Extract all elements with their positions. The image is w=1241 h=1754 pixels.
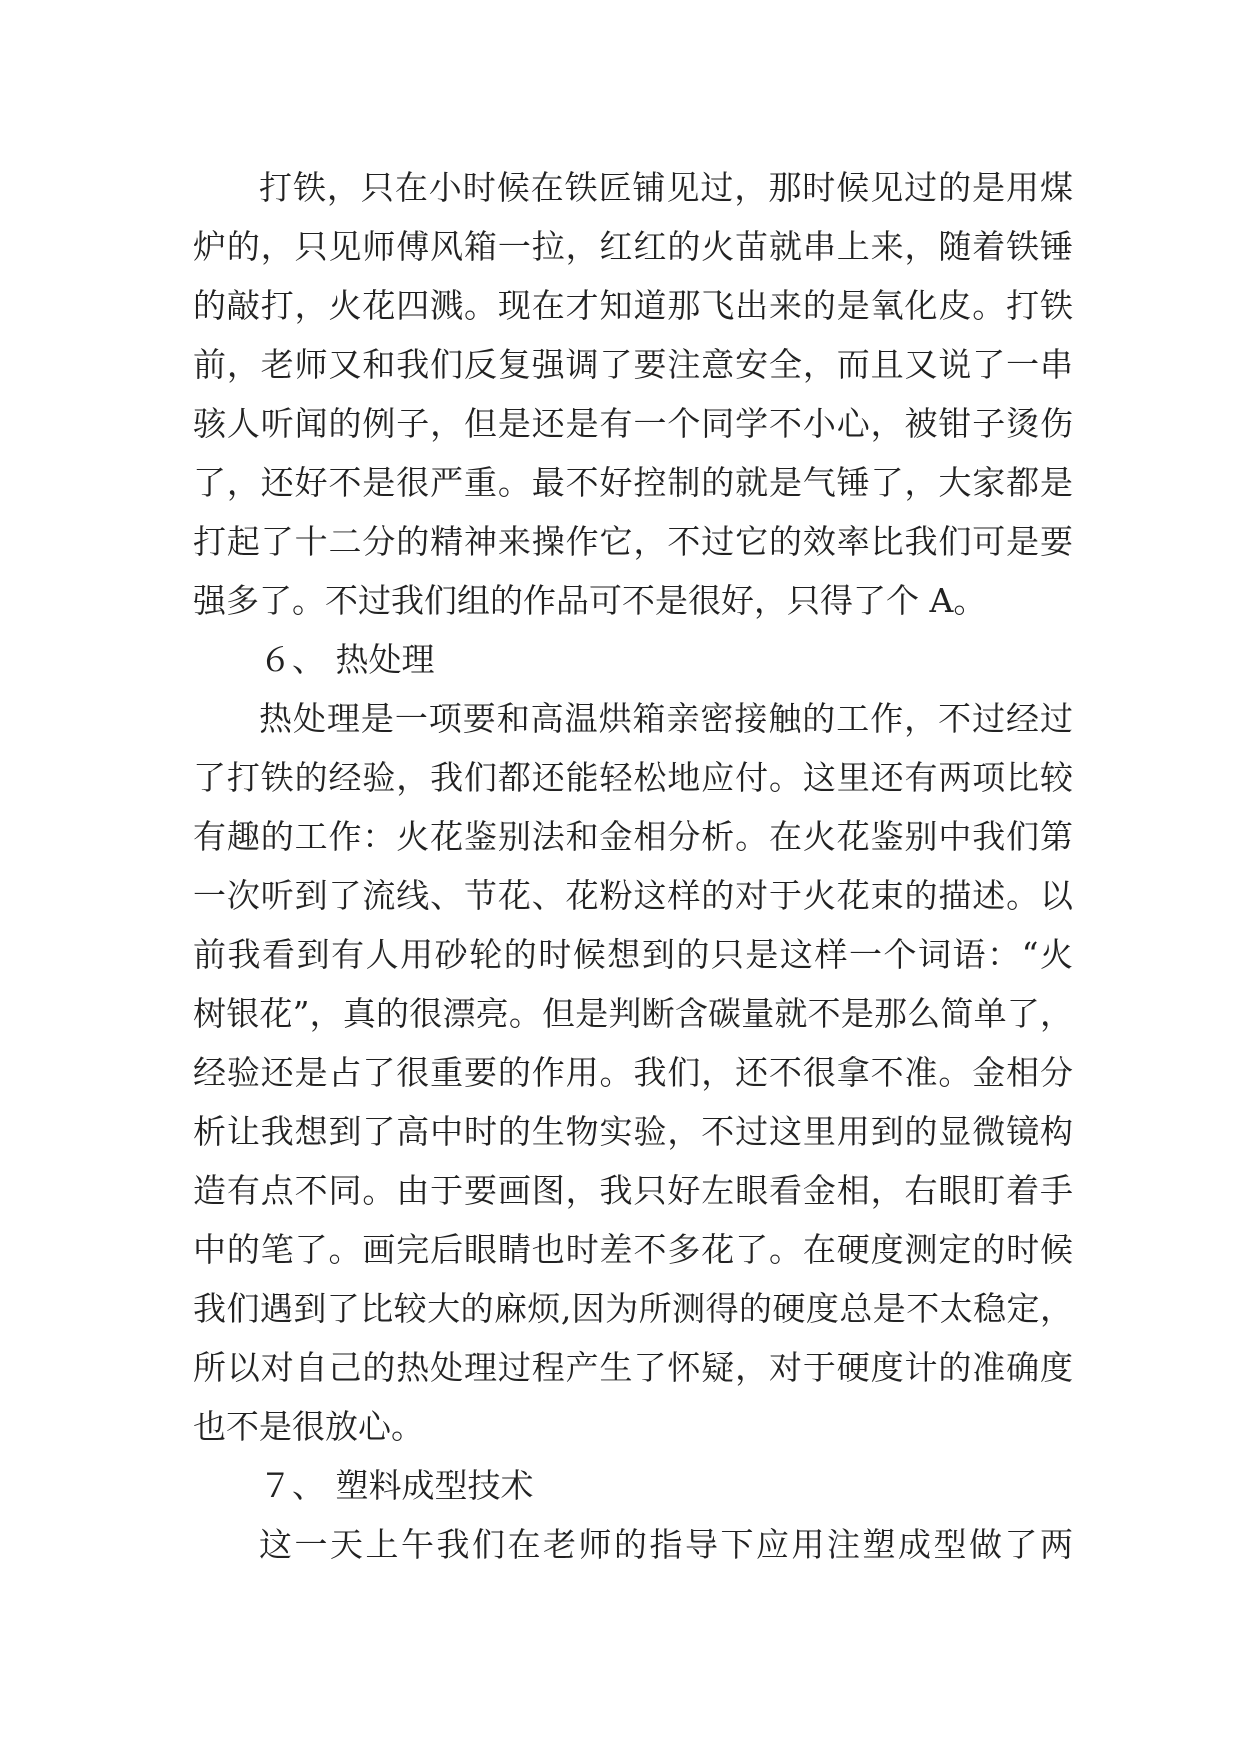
text-line: 造有点不同。由于要画图，我只好左眼看金相，右眼盯着手 — [193, 1171, 1073, 1210]
text-line: 的敲打，火花四溅。现在才知道那飞出来的是氧化皮。打铁 — [193, 286, 1073, 325]
section-heading: ６、 热处理 — [259, 640, 435, 679]
text-line: 也不是很放心。 — [193, 1407, 424, 1446]
text-line: 了，还好不是很严重。最不好控制的就是气锤了，大家都是 — [193, 463, 1073, 502]
text-line: 这一天上午我们在老师的指导下应用注塑成型做了两 — [259, 1525, 1073, 1564]
section-heading: ７、 塑料成型技术 — [259, 1466, 534, 1505]
text-line: 强多了。不过我们组的作品可不是很好，只得了个 A。 — [193, 581, 987, 620]
text-line: 热处理是一项要和高温烘箱亲密接触的工作，不过经过 — [259, 699, 1073, 738]
text-line: 前，老师又和我们反复强调了要注意安全，而且又说了一串 — [193, 345, 1073, 384]
text-line: 炉的，只见师傅风箱一拉，红红的火苗就串上来，随着铁锤 — [193, 227, 1073, 266]
text-line: 析让我想到了高中时的生物实验，不过这里用到的显微镜构 — [193, 1112, 1073, 1151]
body-text — [193, 158, 1073, 1574]
text-line: 所以对自己的热处理过程产生了怀疑，对于硬度计的准确度 — [193, 1348, 1073, 1387]
text-line: 有趣的工作：火花鉴别法和金相分析。在火花鉴别中我们第 — [193, 817, 1073, 856]
text-line: 一次听到了流线、节花、花粉这样的对于火花束的描述。以 — [193, 876, 1073, 915]
text-line: 中的笔了。画完后眼睛也时差不多花了。在硬度测定的时候 — [193, 1230, 1073, 1269]
text-line: 打铁，只在小时候在铁匠铺见过，那时候见过的是用煤 — [259, 168, 1073, 207]
text-line: 了打铁的经验，我们都还能轻松地应付。这里还有两项比较 — [193, 758, 1073, 797]
text-line: 我们遇到了比较大的麻烦,因为所测得的硬度总是不太稳定， — [193, 1289, 1073, 1328]
text-line: 经验还是占了很重要的作用。我们，还不很拿不准。金相分 — [193, 1053, 1073, 1092]
text-line: 前我看到有人用砂轮的时候想到的只是这样一个词语：“火 — [193, 935, 1073, 974]
text-line: 树银花”，真的很漂亮。但是判断含碳量就不是那么简单了， — [193, 994, 1073, 1033]
text-line: 骇人听闻的例子，但是还是有一个同学不小心，被钳子烫伤 — [193, 404, 1073, 443]
text-line: 打起了十二分的精神来操作它，不过它的效率比我们可是要 — [193, 522, 1073, 561]
